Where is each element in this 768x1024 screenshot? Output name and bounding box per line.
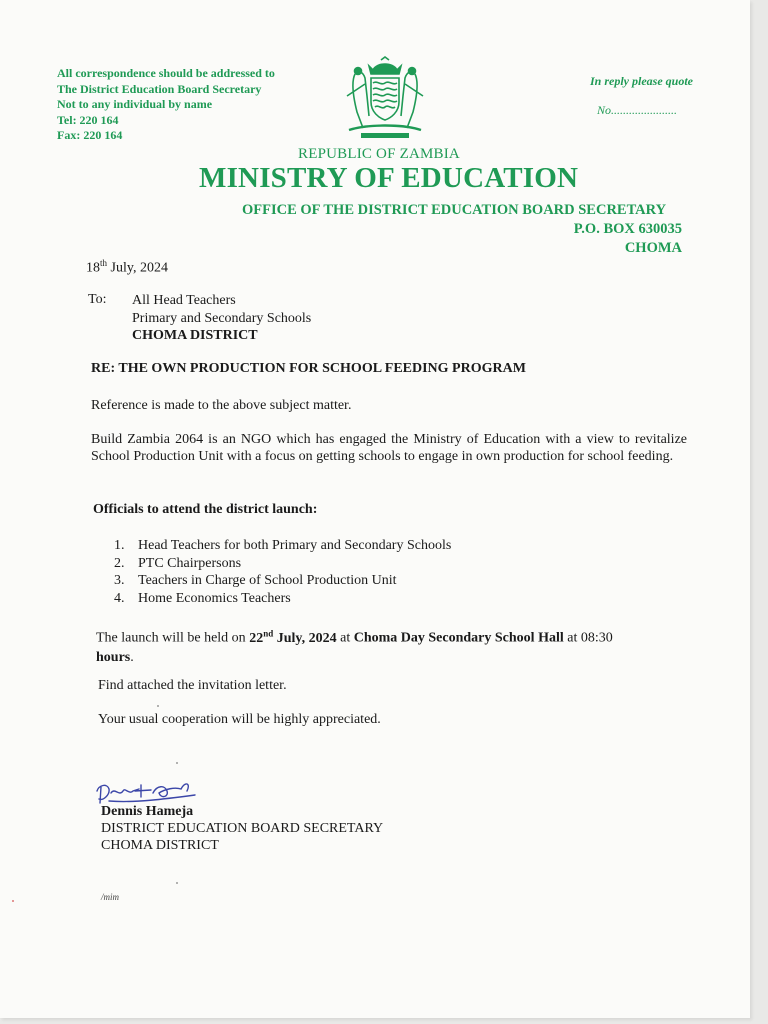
po-box: P.O. BOX 630035 (573, 221, 682, 237)
town: CHOMA (624, 240, 682, 256)
launch-hours: hours (96, 649, 131, 665)
signature-block (101, 803, 383, 854)
republic-heading: REPUBLIC OF ZAMBIA (298, 146, 460, 162)
ngo-paragraph: Build Zambia 2064 is an NGO which has engaged the Ministry of Education with a view to revitalize School Production Unit with a focus on getting schools to engage in own production for school feeding. (91, 432, 687, 464)
scan-speck (157, 705, 159, 707)
list-item (114, 572, 451, 590)
coat-of-arms-icon (341, 56, 429, 140)
scan-speck (176, 882, 178, 884)
correspondence-line: Not to any individual by name (57, 97, 213, 111)
launch-mid: at (336, 630, 354, 646)
date-rest: July, 2024 (107, 260, 168, 276)
signatory-name: Dennis Hameja (101, 804, 194, 819)
scan-speck (176, 762, 178, 764)
attachment-paragraph: Find attached the invitation letter. (98, 678, 287, 693)
ministry-title: MINISTRY OF EDUCATION (199, 162, 579, 194)
correspondence-line: All correspondence should be addressed to (57, 66, 275, 80)
launch-date-rest: July, 2024 (273, 630, 337, 646)
list-number: 1. (114, 538, 125, 553)
typist-initials: /mim (101, 892, 119, 902)
recipient-block (132, 292, 311, 345)
cooperation-paragraph: Your usual cooperation will be highly appreciated. (98, 712, 381, 727)
date-day: 18 (86, 260, 100, 276)
signatory-title: DISTRICT EDUCATION BOARD SECRETARY (101, 821, 384, 836)
to-label: To: (88, 292, 107, 307)
correspondence-block (57, 66, 275, 144)
list-text: Head Teachers for both Primary and Secondary Schools (138, 538, 452, 553)
fax: Fax: 220 164 (57, 128, 123, 142)
list-text: Home Economics Teachers (138, 590, 291, 606)
launch-time: at 08:30 (563, 630, 613, 646)
signatory-district: CHOMA DISTRICT (101, 838, 219, 853)
launch-date (249, 628, 337, 646)
recipient-line: All Head Teachers (132, 293, 236, 308)
reply-quote-label: In reply please quote (590, 74, 693, 88)
launch-paragraph (96, 624, 696, 667)
list-number: 3. (114, 573, 125, 588)
list-number: 2. (114, 555, 125, 571)
list-item (114, 537, 451, 555)
officials-heading: Officials to attend the district launch: (93, 502, 318, 517)
reference-number: No...................... (597, 103, 678, 117)
list-text: PTC Chairpersons (138, 555, 242, 571)
recipient-line: Primary and Secondary Schools (132, 310, 312, 326)
telephone: Tel: 220 164 (57, 112, 119, 127)
subject-line: RE: THE OWN PRODUCTION FOR SCHOOL FEEDING PROGRAM (91, 361, 526, 376)
reference-paragraph: Reference is made to the above subject matter. (91, 398, 352, 413)
correspondence-line: The District Education Board Secretary (57, 81, 262, 96)
list-number: 4. (114, 590, 125, 606)
launch-venue: Choma Day Secondary School Hall (353, 630, 564, 646)
launch-prefix: The launch will be held on (96, 630, 250, 646)
launch-day: 22 (249, 630, 264, 646)
launch-end: . (130, 649, 134, 665)
list-item (114, 590, 451, 608)
officials-list (114, 537, 451, 607)
scan-speck (12, 900, 14, 902)
letter-date (86, 258, 168, 277)
list-item (114, 555, 451, 573)
launch-day-suffix: nd (263, 628, 274, 638)
recipient-district: CHOMA DISTRICT (132, 328, 258, 343)
date-suffix: th (100, 258, 108, 268)
office-heading: OFFICE OF THE DISTRICT EDUCATION BOARD SECRETARY (242, 202, 667, 218)
list-text: Teachers in Charge of School Production Unit (138, 573, 397, 588)
